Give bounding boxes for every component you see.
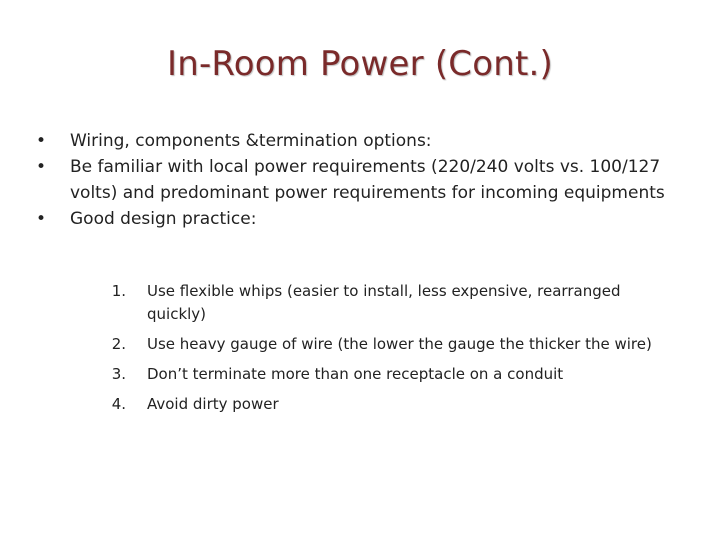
bullet-list — [36, 128, 686, 232]
item-number: 4. — [111, 395, 126, 413]
numbered-item — [100, 363, 660, 386]
item-text: Use flexible whips (easier to install, less expensive, rearranged quickly) — [147, 282, 621, 323]
item-number: 3. — [111, 365, 126, 383]
item-number: 2. — [111, 335, 126, 353]
bullet-item — [36, 154, 686, 206]
bullet-text: Good design practice: — [70, 209, 257, 229]
slide-title: In-Room Power (Cont.) — [166, 44, 554, 84]
item-text: Don’t terminate more than one receptacle on a conduit — [147, 365, 564, 383]
bullet-icon: • — [36, 157, 47, 177]
bullet-text: Wiring, components &termination options: — [70, 131, 432, 151]
numbered-item — [100, 393, 660, 416]
numbered-item — [100, 280, 660, 326]
numbered-list — [100, 280, 660, 423]
item-number: 1. — [111, 282, 126, 300]
item-text: Avoid dirty power — [147, 395, 279, 413]
bullet-item — [36, 128, 686, 154]
bullet-icon: • — [36, 209, 47, 229]
item-text: Use heavy gauge of wire (the lower the gauge the thicker the wire) — [147, 335, 652, 353]
bullet-text: Be familiar with local power requirements (220/240 volts vs. 100/127 volts) and predominant power requirements for incoming equipments — [70, 157, 665, 203]
bullet-icon: • — [36, 131, 47, 151]
numbered-item — [100, 333, 660, 356]
bullet-item — [36, 206, 686, 232]
